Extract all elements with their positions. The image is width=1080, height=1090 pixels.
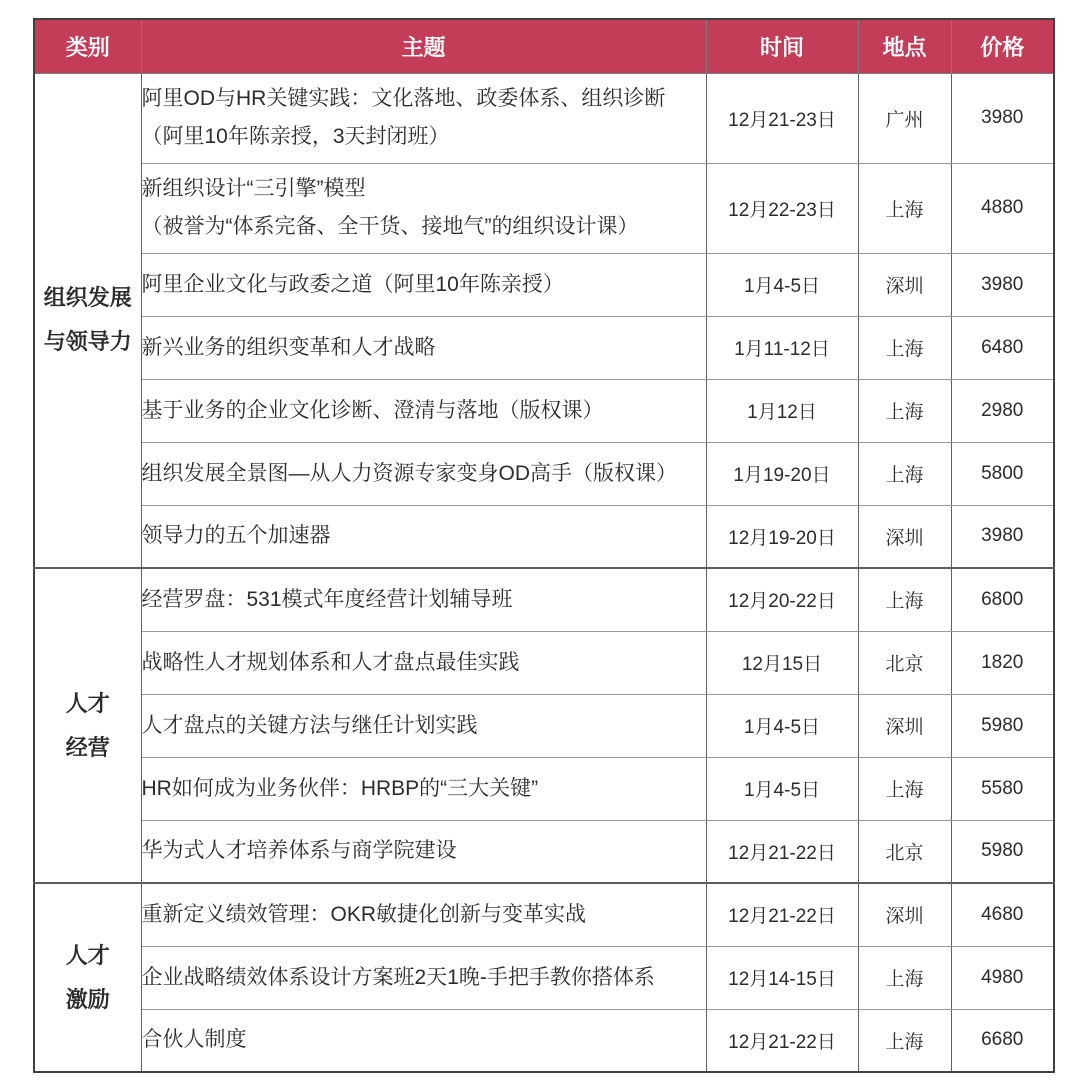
- table-row: [34, 253, 1054, 316]
- location-cell: 北京: [858, 631, 951, 694]
- topic-cell: [141, 883, 706, 946]
- topic-cell: [141, 631, 706, 694]
- category-line: 人才: [65, 942, 110, 968]
- topic-line: 领导力的五个加速器: [141, 524, 331, 548]
- price-cell: 5980: [951, 820, 1054, 883]
- header-price: 价格: [951, 19, 1054, 73]
- topic-cell: [141, 253, 706, 316]
- location-cell: 上海: [858, 757, 951, 820]
- topic-cell: [141, 316, 706, 379]
- table-row: [34, 694, 1054, 757]
- header-time: 时间: [706, 19, 858, 73]
- topic-line: 重新定义绩效管理：OKR敏捷化创新与变革实战: [141, 902, 587, 926]
- course-schedule-table: [33, 18, 1055, 1073]
- category-cell: [34, 883, 141, 1072]
- time-cell: 12月22-23日: [706, 163, 858, 253]
- table-body: [34, 73, 1054, 1072]
- time-cell: 12月15日: [706, 631, 858, 694]
- table-row: [34, 379, 1054, 442]
- topic-cell: [141, 73, 706, 163]
- topic-line: 合伙人制度: [141, 1028, 247, 1052]
- price-cell: 2980: [951, 379, 1054, 442]
- table-row: [34, 442, 1054, 505]
- time-cell: 1月4-5日: [706, 757, 858, 820]
- time-cell: 12月19-20日: [706, 505, 858, 568]
- topic-cell: [141, 757, 706, 820]
- price-cell: 5580: [951, 757, 1054, 820]
- price-cell: 4680: [951, 883, 1054, 946]
- topic-line: （被誉为“体系完备、全干货、接地气”的组织设计课）: [141, 215, 639, 238]
- location-cell: 上海: [858, 316, 951, 379]
- topic-cell: [141, 820, 706, 883]
- price-cell: 4880: [951, 163, 1054, 253]
- topic-line: 阿里企业文化与政委之道（阿里10年陈亲授）: [141, 272, 564, 296]
- location-cell: 广州: [858, 73, 951, 163]
- header-location: 地点: [858, 19, 951, 73]
- category-line: 人才: [65, 690, 110, 716]
- table-row: [34, 1009, 1054, 1072]
- location-cell: 上海: [858, 379, 951, 442]
- time-cell: 12月21-22日: [706, 883, 858, 946]
- header-topic: 主题: [141, 19, 706, 73]
- topic-line: 经营罗盘：531模式年度经营计划辅导班: [141, 587, 513, 611]
- location-cell: 上海: [858, 442, 951, 505]
- header-category: 类别: [34, 19, 141, 73]
- price-cell: 5980: [951, 694, 1054, 757]
- topic-line: 基于业务的企业文化诊断、澄清与落地（版权课）: [141, 398, 604, 422]
- topic-line: HR如何成为业务伙伴：HRBP的“三大关键”: [141, 776, 539, 800]
- location-cell: 上海: [858, 568, 951, 631]
- category-line: 经营: [65, 734, 110, 760]
- category-cell: [34, 568, 141, 883]
- table-row: [34, 73, 1054, 163]
- location-cell: 深圳: [858, 505, 951, 568]
- price-cell: 3980: [951, 505, 1054, 568]
- price-cell: 1820: [951, 631, 1054, 694]
- topic-line: 人才盘点的关键方法与继任计划实践: [141, 713, 478, 737]
- table-row: [34, 757, 1054, 820]
- time-cell: 1月19-20日: [706, 442, 858, 505]
- topic-line: 阿里OD与HR关键实践：文化落地、政委体系、组织诊断: [141, 87, 666, 110]
- price-cell: 5800: [951, 442, 1054, 505]
- location-cell: 上海: [858, 946, 951, 1009]
- table-row: [34, 946, 1054, 1009]
- location-cell: 上海: [858, 163, 951, 253]
- time-cell: 12月21-22日: [706, 820, 858, 883]
- topic-cell: [141, 1009, 706, 1072]
- topic-line: 新组织设计“三引擎”模型: [141, 177, 366, 200]
- topic-cell: [141, 568, 706, 631]
- topic-line: 组织发展全景图—从人力资源专家变身OD高手（版权课）: [141, 461, 677, 485]
- price-cell: 3980: [951, 73, 1054, 163]
- time-cell: 1月4-5日: [706, 694, 858, 757]
- location-cell: 上海: [858, 1009, 951, 1072]
- table-header: [34, 19, 1054, 73]
- time-cell: 1月4-5日: [706, 253, 858, 316]
- category-cell: [34, 73, 141, 568]
- time-cell: 1月11-12日: [706, 316, 858, 379]
- topic-cell: [141, 694, 706, 757]
- topic-line: 企业战略绩效体系设计方案班2天1晚-手把手教你搭体系: [141, 965, 655, 989]
- topic-cell: [141, 163, 706, 253]
- table-row: [34, 820, 1054, 883]
- table-row: [34, 505, 1054, 568]
- location-cell: 深圳: [858, 253, 951, 316]
- price-cell: 6480: [951, 316, 1054, 379]
- table-row: [34, 883, 1054, 946]
- location-cell: 北京: [858, 820, 951, 883]
- location-cell: 深圳: [858, 883, 951, 946]
- price-cell: 6680: [951, 1009, 1054, 1072]
- time-cell: 12月21-22日: [706, 1009, 858, 1072]
- topic-line: 华为式人才培养体系与商学院建设: [141, 839, 457, 863]
- price-cell: 4980: [951, 946, 1054, 1009]
- table-row: [34, 163, 1054, 253]
- category-line: 与领导力: [43, 329, 132, 355]
- topic-line: 战略性人才规划体系和人才盘点最佳实践: [141, 650, 520, 674]
- topic-cell: [141, 379, 706, 442]
- header-row: [34, 19, 1054, 73]
- topic-line: （阿里10年陈亲授，3天封闭班）: [141, 125, 450, 148]
- price-cell: 6800: [951, 568, 1054, 631]
- time-cell: 12月14-15日: [706, 946, 858, 1009]
- topic-line: 新兴业务的组织变革和人才战略: [141, 335, 436, 359]
- time-cell: 1月12日: [706, 379, 858, 442]
- location-cell: 深圳: [858, 694, 951, 757]
- topic-cell: [141, 946, 706, 1009]
- category-line: 组织发展: [43, 285, 132, 311]
- table-row: [34, 568, 1054, 631]
- topic-cell: [141, 505, 706, 568]
- topic-cell: [141, 442, 706, 505]
- category-line: 激励: [65, 986, 110, 1012]
- table-row: [34, 316, 1054, 379]
- time-cell: 12月21-23日: [706, 73, 858, 163]
- time-cell: 12月20-22日: [706, 568, 858, 631]
- price-cell: 3980: [951, 253, 1054, 316]
- table-row: [34, 631, 1054, 694]
